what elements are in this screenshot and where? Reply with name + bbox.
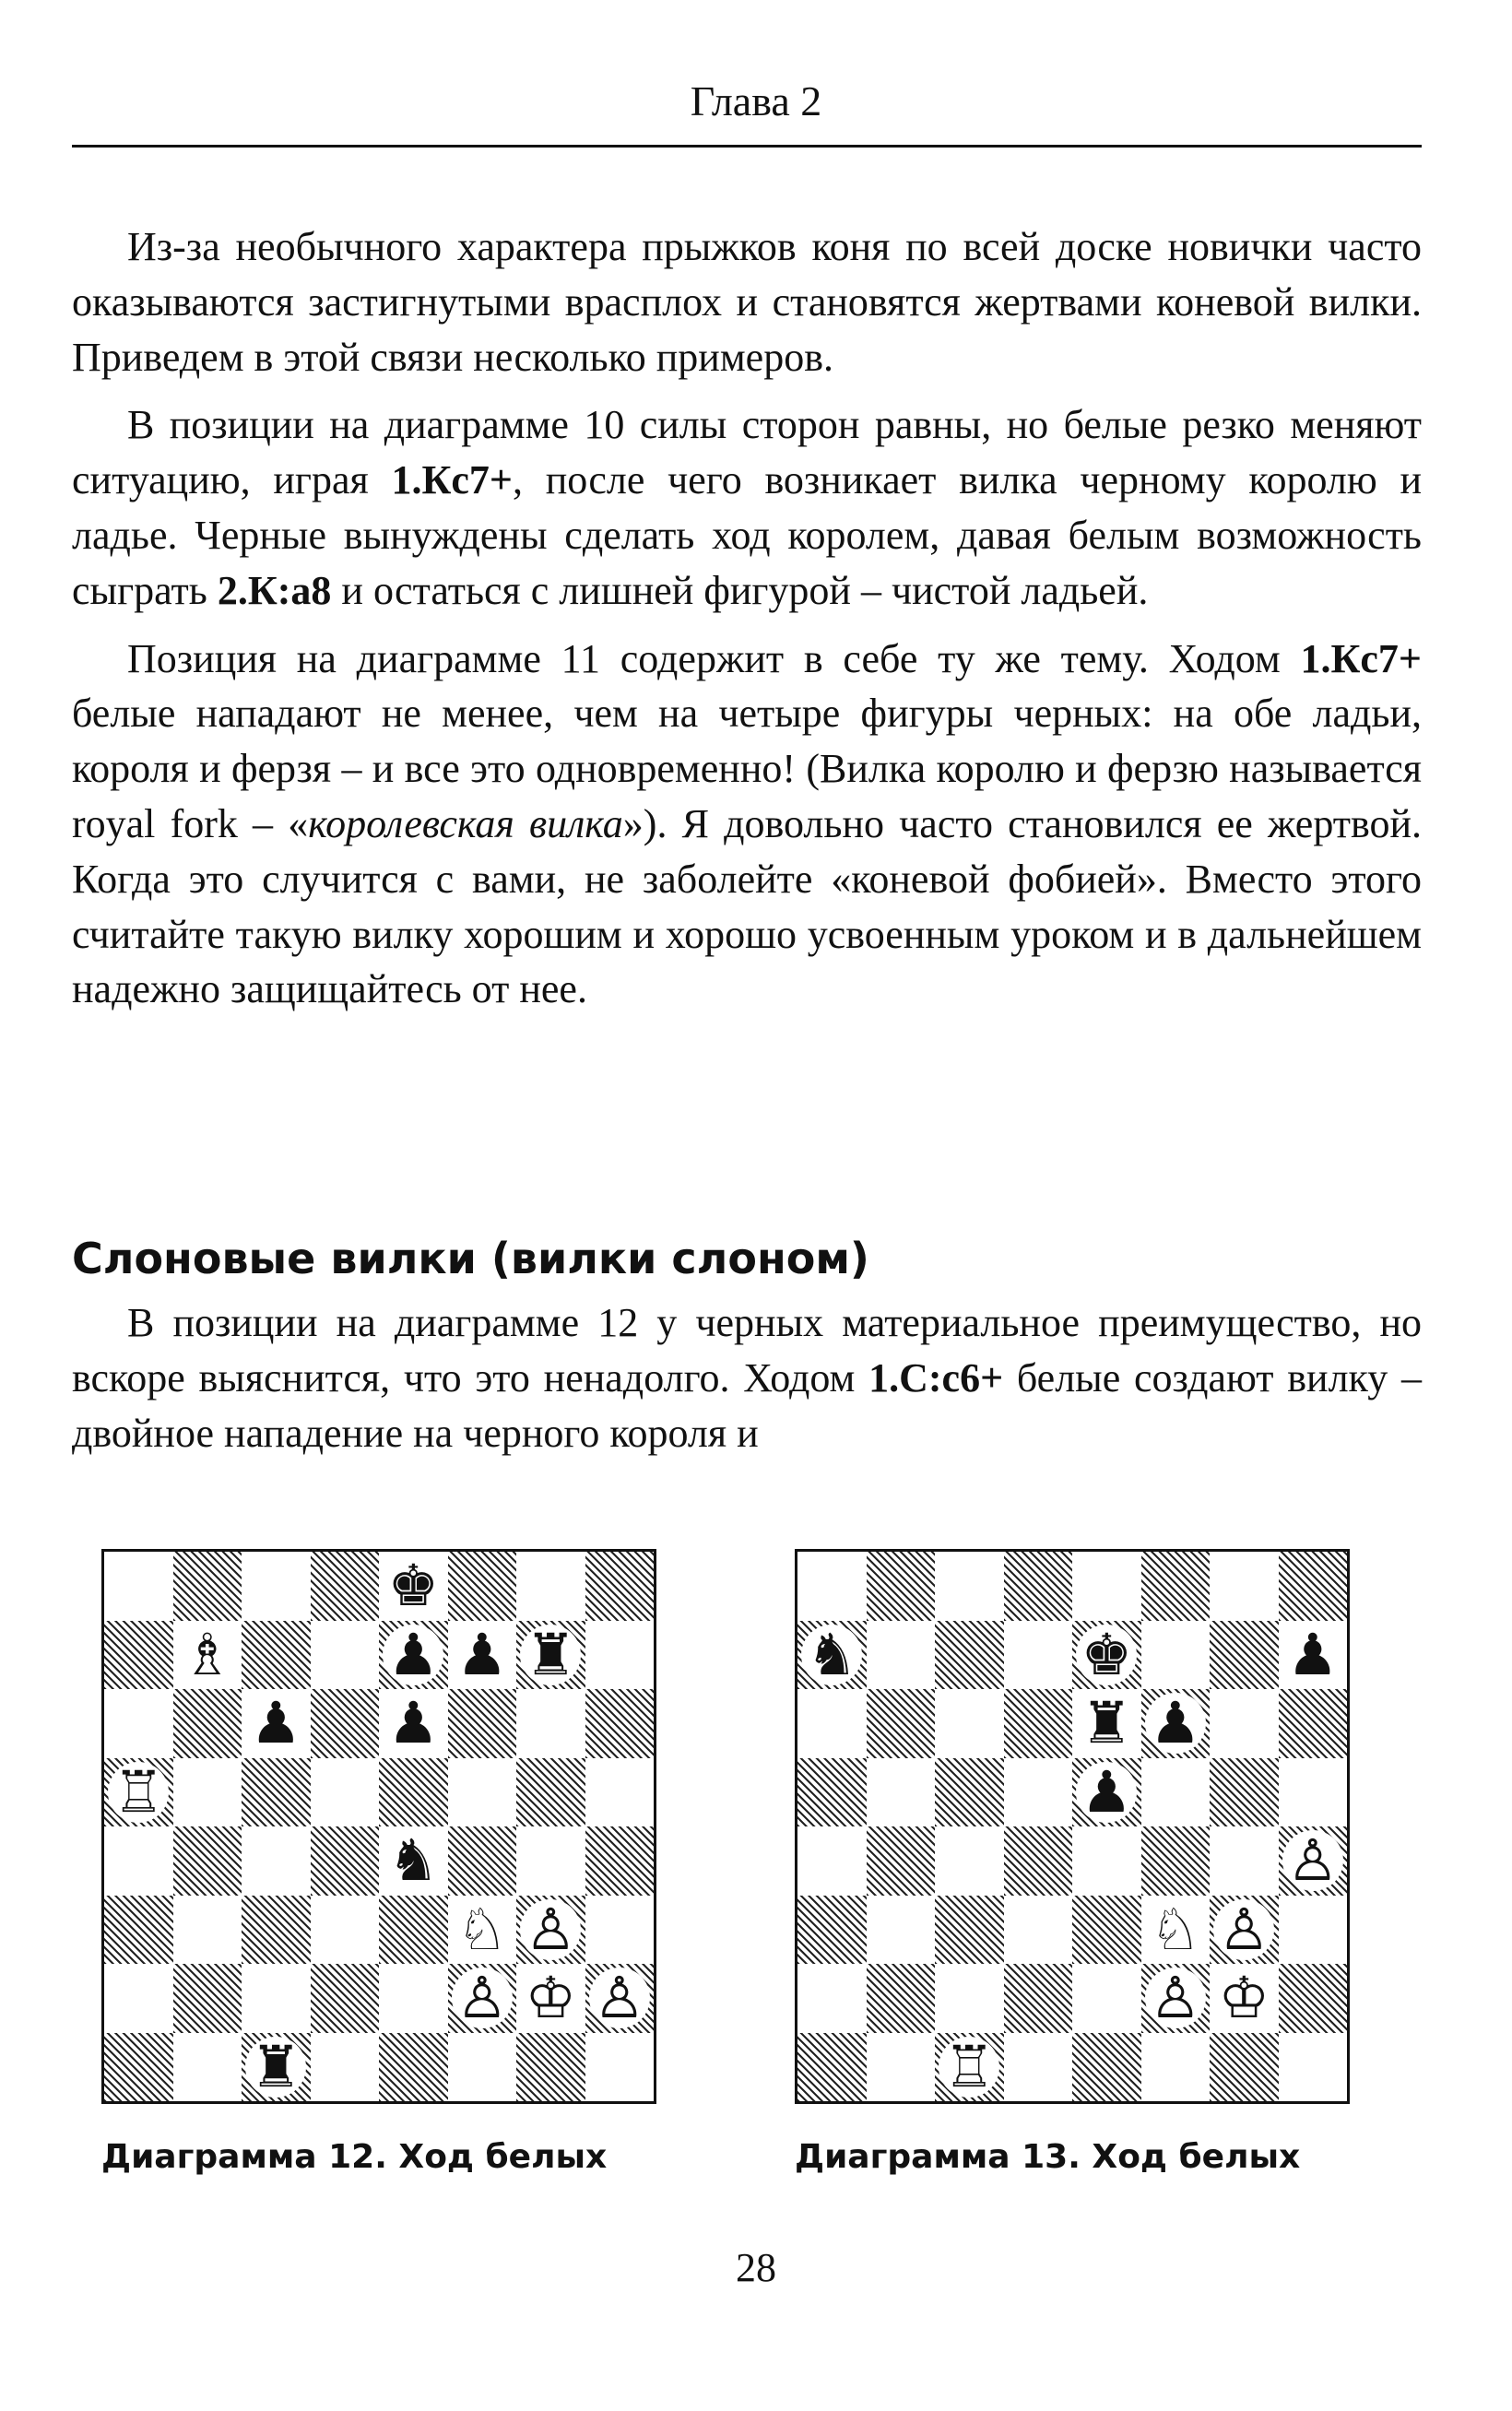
paragraph-4-move-1: 1.С:c6+ [868, 1354, 1004, 1401]
white-knight-icon: ♘ [452, 1899, 513, 1960]
white-rook-icon: ♖ [108, 1762, 169, 1823]
board-square [1279, 1964, 1348, 2033]
board-square [935, 1621, 1004, 1690]
board-square [1141, 2033, 1211, 2102]
black-rook-icon: ♜ [520, 1625, 581, 1685]
board-square [935, 1689, 1004, 1758]
board-square [1141, 1621, 1211, 1690]
board-square [1279, 1826, 1348, 1896]
board-square [242, 1964, 311, 2033]
board-square [1210, 1826, 1279, 1896]
board-square [448, 1552, 517, 1621]
board-square [448, 1826, 517, 1896]
paragraph-2-text-a: В позиции на диаграмме 10 силы сторон равны, но белые резко меняют ситуацию, играя [72, 402, 1422, 503]
paragraph-3-move-1: 1.Кc7+ [1300, 635, 1422, 681]
board-square [585, 1621, 655, 1690]
board-square [1004, 2033, 1073, 2102]
diagram-12 [101, 1549, 655, 2178]
board-square [104, 1621, 173, 1690]
board-square [173, 1826, 242, 1896]
board-square [867, 1964, 936, 2033]
board-square [1072, 1758, 1141, 1827]
board-square [104, 1826, 173, 1896]
board-square [1072, 1896, 1141, 1965]
header-rule [72, 145, 1422, 148]
board-square [173, 1621, 242, 1690]
white-pawn-icon: ♙ [452, 1968, 513, 2028]
page-number: 28 [736, 2245, 776, 2290]
board-square [104, 1758, 173, 1827]
board-square [516, 1826, 585, 1896]
white-pawn-icon: ♙ [1213, 1899, 1274, 1960]
board-square [242, 1758, 311, 1827]
board-square [585, 1826, 655, 1896]
body-text-bottom [72, 1295, 1422, 1460]
board-square [1072, 1621, 1141, 1690]
board-square [867, 1552, 936, 1621]
board-square [1210, 1552, 1279, 1621]
board-square [448, 1896, 517, 1965]
board-square [585, 1896, 655, 1965]
board-square [1279, 1758, 1348, 1827]
board-square [311, 1621, 380, 1690]
paragraph-3-italic: королевская вилка [308, 800, 623, 846]
white-knight-icon: ♘ [1145, 1899, 1206, 1960]
board-square [1141, 1758, 1211, 1827]
board-square [797, 1689, 867, 1758]
board-square [242, 1896, 311, 1965]
board-square [585, 1758, 655, 1827]
board-square [1004, 1552, 1073, 1621]
board-square [242, 1826, 311, 1896]
board-square [173, 1689, 242, 1758]
board-square [1072, 1552, 1141, 1621]
board-square [379, 1621, 448, 1690]
white-pawn-icon: ♙ [520, 1899, 581, 1960]
board-square [935, 1896, 1004, 1965]
board-square [1279, 1896, 1348, 1965]
board-square [448, 1758, 517, 1827]
paragraph-1: Из-за необычного характера прыжков коня по всей доске новички часто оказываются застигнутыми врасплох и становятся жертвами коневой вилки. Приведем в этой связи несколько примеров. [72, 224, 1422, 380]
black-pawn-icon: ♟ [383, 1625, 443, 1685]
paragraph-4-text-b: белые создают вилку – двойное нападение на черного короля и [72, 1354, 1423, 1456]
paragraph-2-move-2: 2.К:а8 [217, 567, 332, 613]
board-square [311, 1896, 380, 1965]
board-square [1141, 1896, 1211, 1965]
body-text-top [72, 219, 1422, 1017]
board-square [1210, 1896, 1279, 1965]
black-rook-icon: ♜ [1076, 1693, 1137, 1754]
paragraph-3-text-c: »). Я довольно часто становился ее жертвой. Когда это случится с вами, не заболейте «коневой фобией». Вместо этого считайте такую вилку хорошим и хорошо усвоенным уроком и в дальнейшем надежно защищайтесь от нее. [72, 800, 1423, 1012]
diagram-caption: Диаграмма 13. Ход белых [795, 2138, 1301, 2176]
chess-board [101, 1549, 656, 2104]
board-square [516, 1896, 585, 1965]
board-square [1072, 2033, 1141, 2102]
board-square [585, 2033, 655, 2102]
board-square [1141, 1689, 1211, 1758]
board-square [448, 1689, 517, 1758]
board-square [1004, 1964, 1073, 2033]
board-square [797, 1552, 867, 1621]
board-square [242, 1552, 311, 1621]
board-square [516, 1758, 585, 1827]
diagram-13 [795, 1549, 1348, 2178]
black-king-icon: ♚ [383, 1555, 443, 1616]
board-square [867, 1621, 936, 1690]
board-square [935, 1758, 1004, 1827]
board-square [311, 2033, 380, 2102]
black-pawn-icon: ♟ [383, 1693, 443, 1754]
board-square [311, 1552, 380, 1621]
board-square [1072, 1689, 1141, 1758]
paragraph-2-text-b: , после чего возникает вилка черному королю и ладье. Черные вынуждены сделать ход королем, давая белым возможность сыграть [72, 457, 1422, 613]
paragraph-4 [72, 1295, 1422, 1460]
board-square [1279, 1689, 1348, 1758]
board-square [516, 1964, 585, 2033]
board-square [867, 1896, 936, 1965]
paragraph-3-text-a: Позиция на диаграмме 11 содержит в себе ту же тему. Ходом [127, 635, 1301, 681]
chess-board [795, 1549, 1350, 2104]
board-square [797, 1826, 867, 1896]
board-square [935, 2033, 1004, 2102]
board-square [173, 1758, 242, 1827]
board-square [1141, 1964, 1211, 2033]
board-square [797, 1758, 867, 1827]
board-square [311, 1689, 380, 1758]
board-square [935, 1964, 1004, 2033]
board-square [448, 1964, 517, 2033]
board-square [242, 1621, 311, 1690]
black-knight-icon: ♞ [383, 1830, 443, 1891]
board-square [935, 1552, 1004, 1621]
board-square [797, 1896, 867, 1965]
board-square [585, 1689, 655, 1758]
board-square [516, 2033, 585, 2102]
board-square [1279, 2033, 1348, 2102]
board-square [379, 1826, 448, 1896]
board-square [379, 1689, 448, 1758]
board-square [379, 1964, 448, 2033]
diagram-caption: Диаграмма 12. Ход белых [101, 2138, 608, 2176]
section-title: Слоновые вилки (вилки слоном) [72, 1234, 869, 1283]
board-square [1004, 1689, 1073, 1758]
board-square [867, 1689, 936, 1758]
board-square [1004, 1621, 1073, 1690]
board-square [1072, 1826, 1141, 1896]
board-square [1072, 1964, 1141, 2033]
black-rook-icon: ♜ [245, 2037, 306, 2098]
board-square [379, 1896, 448, 1965]
black-pawn-icon: ♟ [1145, 1693, 1206, 1754]
board-square [585, 1964, 655, 2033]
paragraph-2 [72, 397, 1422, 618]
board-square [242, 2033, 311, 2102]
white-pawn-icon: ♙ [1145, 1968, 1206, 2028]
white-king-icon: ♔ [1213, 1968, 1274, 2028]
board-square [516, 1621, 585, 1690]
board-square [311, 1826, 380, 1896]
black-pawn-icon: ♟ [1282, 1625, 1343, 1685]
board-square [1004, 1826, 1073, 1896]
board-square [867, 1758, 936, 1827]
black-pawn-icon: ♟ [245, 1693, 306, 1754]
board-square [1210, 1758, 1279, 1827]
board-square [448, 1621, 517, 1690]
board-square [104, 1964, 173, 2033]
board-square [867, 2033, 936, 2102]
board-square [1004, 1896, 1073, 1965]
board-square [935, 1826, 1004, 1896]
board-square [1210, 2033, 1279, 2102]
board-square [379, 1552, 448, 1621]
board-square [104, 2033, 173, 2102]
board-square [1279, 1621, 1348, 1690]
black-pawn-icon: ♟ [1076, 1762, 1137, 1823]
paragraph-2-move-1: 1.Кc7+ [391, 457, 513, 503]
board-square [311, 1758, 380, 1827]
paragraph-4-text-a: В позиции на диаграмме 12 у черных материальное преимущество, но вскоре выяснится, что это ненадолго. Ходом [72, 1300, 1422, 1401]
white-king-icon: ♔ [520, 1968, 581, 2028]
board-square [1210, 1964, 1279, 2033]
white-bishop-icon: ♗ [177, 1625, 238, 1685]
board-square [516, 1689, 585, 1758]
board-square [104, 1689, 173, 1758]
board-square [585, 1552, 655, 1621]
black-king-icon: ♚ [1076, 1625, 1137, 1685]
board-square [104, 1552, 173, 1621]
board-square [173, 1552, 242, 1621]
paragraph-3-text-b: белые нападают не менее, чем на четыре фигуры черных: на обе ладьи, короля и ферзя – и все это одновременно! (Вилка королю и ферзю называется royal fork – « [72, 691, 1422, 846]
board-square [1141, 1552, 1211, 1621]
board-square [797, 1964, 867, 2033]
board-square [242, 1689, 311, 1758]
board-square [311, 1964, 380, 2033]
board-square [1141, 1826, 1211, 1896]
board-square [448, 2033, 517, 2102]
white-pawn-icon: ♙ [589, 1968, 650, 2028]
board-square [379, 2033, 448, 2102]
black-pawn-icon: ♟ [452, 1625, 513, 1685]
white-pawn-icon: ♙ [1282, 1830, 1343, 1891]
board-square [173, 1964, 242, 2033]
paragraph-3 [72, 632, 1422, 1018]
board-square [173, 2033, 242, 2102]
board-square [1279, 1552, 1348, 1621]
running-header: Глава 2 [690, 77, 822, 124]
black-knight-icon: ♞ [801, 1625, 862, 1685]
board-square [104, 1896, 173, 1965]
board-square [173, 1896, 242, 1965]
board-square [1210, 1621, 1279, 1690]
board-square [1004, 1758, 1073, 1827]
board-square [516, 1552, 585, 1621]
board-square [797, 1621, 867, 1690]
white-rook-icon: ♖ [939, 2037, 999, 2098]
board-square [797, 2033, 867, 2102]
board-square [867, 1826, 936, 1896]
paragraph-2-text-c: и остаться с лишней фигурой – чистой ладьей. [331, 567, 1149, 613]
board-square [1210, 1689, 1279, 1758]
board-square [379, 1758, 448, 1827]
